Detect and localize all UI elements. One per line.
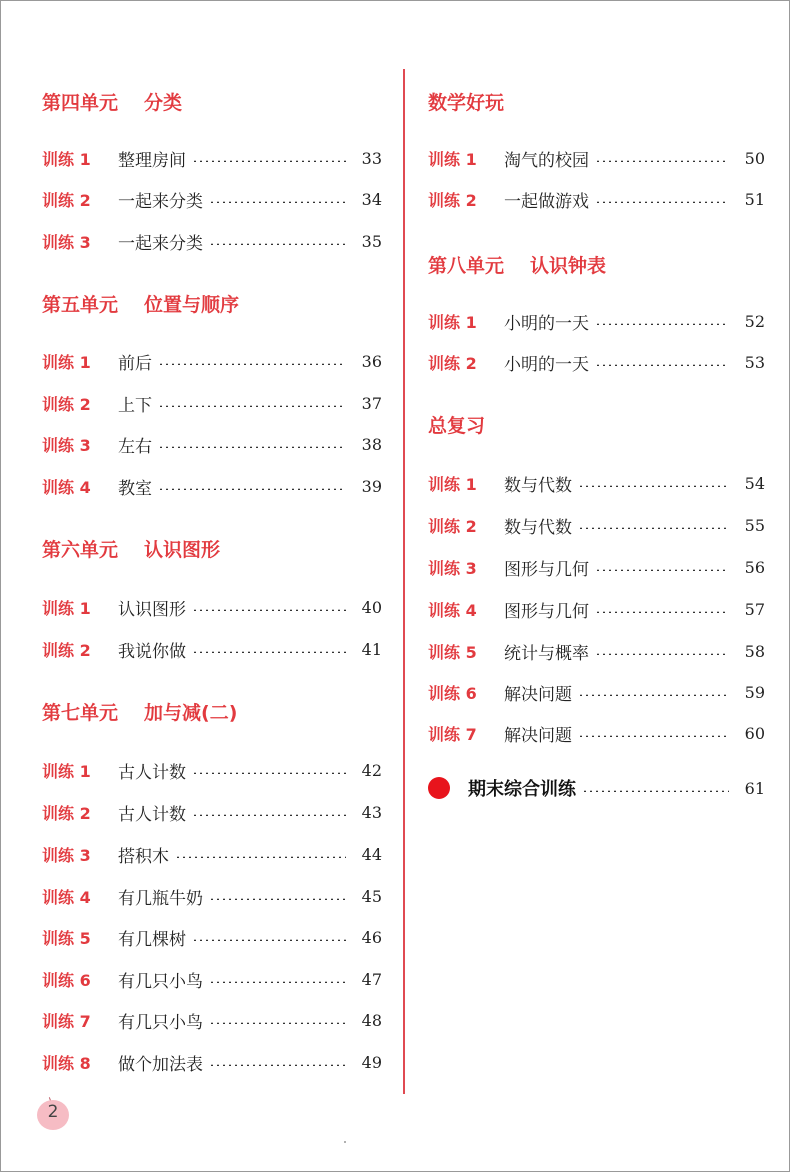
- unit-name: 总复习: [428, 415, 486, 437]
- leader-dots: [578, 527, 729, 529]
- training-label: 训练 7: [428, 724, 477, 744]
- entry-page-number: 51: [744, 189, 765, 209]
- entry-title: 上下: [118, 395, 152, 416]
- unit-heading: [428, 91, 504, 115]
- training-label: 训练 2: [42, 394, 91, 414]
- leader-dots: [192, 609, 346, 611]
- leader-dots: [578, 485, 729, 487]
- training-label: 训练 1: [42, 149, 91, 169]
- training-label: 训练 1: [428, 312, 477, 332]
- entry-title: 图形与几何: [504, 559, 589, 580]
- entry-title: 左右: [118, 436, 152, 457]
- leader-dots: [209, 201, 346, 203]
- toc-entry[interactable]: [42, 800, 382, 824]
- final-exam-page: 61: [744, 778, 765, 798]
- training-label: 训练 1: [428, 149, 477, 169]
- leader-dots: [595, 323, 729, 325]
- training-label: 训练 4: [428, 600, 477, 620]
- entry-title: 数与代数: [504, 475, 572, 496]
- entry-page-number: 56: [744, 557, 765, 577]
- entry-page-number: 46: [361, 927, 382, 947]
- entry-title: 有几只小鸟: [118, 1012, 203, 1033]
- leader-dots: [209, 898, 346, 900]
- entry-title: 认识图形: [118, 599, 186, 620]
- entry-page-number: 54: [744, 473, 765, 493]
- entry-title: 古人计数: [118, 804, 186, 825]
- toc-entry[interactable]: [428, 597, 765, 621]
- entry-title: 图形与几何: [504, 601, 589, 622]
- entry-title: 一起来分类: [118, 233, 203, 254]
- entry-page-number: 37: [361, 393, 382, 413]
- leader-dots: [192, 772, 346, 774]
- unit-topic: 加与减(二): [144, 702, 238, 724]
- page-number: 2: [47, 1102, 59, 1122]
- unit-heading: [42, 538, 220, 562]
- unit-name: 第八单元: [428, 255, 505, 277]
- entry-title: 教室: [118, 478, 152, 499]
- toc-entry[interactable]: [42, 349, 382, 373]
- leader-dots: [192, 160, 346, 162]
- leader-dots: [192, 939, 346, 941]
- entry-title: 有几瓶牛奶: [118, 888, 203, 909]
- entry-title: 我说你做: [118, 641, 186, 662]
- unit-name: 第五单元: [42, 294, 119, 316]
- entry-title: 解决问题: [504, 684, 572, 705]
- training-label: 训练 1: [42, 761, 91, 781]
- unit-name: 第六单元: [42, 539, 119, 561]
- training-label: 训练 2: [42, 190, 91, 210]
- leader-dots: [582, 790, 729, 792]
- training-label: 训练 4: [42, 477, 91, 497]
- toc-entry[interactable]: [42, 229, 382, 253]
- unit-topic: 位置与顺序: [144, 294, 240, 316]
- toc-entry[interactable]: [42, 187, 382, 211]
- training-label: 训练 2: [428, 516, 477, 536]
- entry-page-number: 43: [361, 802, 382, 822]
- toc-entry[interactable]: [428, 639, 765, 663]
- leader-dots: [192, 651, 346, 653]
- toc-entry[interactable]: [42, 391, 382, 415]
- entry-title: 解决问题: [504, 725, 572, 746]
- entry-page-number: 35: [361, 231, 382, 251]
- entry-page-number: 44: [361, 844, 382, 864]
- leader-dots: [595, 160, 729, 162]
- toc-entry[interactable]: [42, 758, 382, 782]
- training-label: 训练 8: [42, 1053, 91, 1073]
- entry-page-number: 41: [361, 639, 382, 659]
- leader-dots: [595, 364, 729, 366]
- toc-entry[interactable]: [428, 146, 765, 170]
- training-label: 训练 2: [428, 190, 477, 210]
- training-label: 训练 6: [428, 683, 477, 703]
- entry-title: 有几棵树: [118, 929, 186, 950]
- leader-dots: [158, 363, 346, 365]
- entry-title: 整理房间: [118, 150, 186, 171]
- toc-entry[interactable]: [42, 925, 382, 949]
- entry-page-number: 59: [744, 682, 765, 702]
- training-label: 训练 5: [428, 642, 477, 662]
- toc-entry[interactable]: [42, 637, 382, 661]
- toc-entry[interactable]: [42, 967, 382, 991]
- entry-title: 搭积木: [118, 846, 169, 867]
- entry-title: 前后: [118, 353, 152, 374]
- final-exam-row[interactable]: [428, 775, 765, 801]
- toc-entry[interactable]: [428, 555, 765, 579]
- training-label: 训练 1: [42, 598, 91, 618]
- entry-title: 一起来分类: [118, 191, 203, 212]
- toc-entry[interactable]: [428, 721, 765, 745]
- leader-dots: [578, 735, 729, 737]
- entry-page-number: 53: [744, 352, 765, 372]
- entry-page-number: 34: [361, 189, 382, 209]
- toc-entry[interactable]: [42, 1008, 382, 1032]
- entry-title: 数与代数: [504, 517, 572, 538]
- unit-name: 第七单元: [42, 702, 119, 724]
- leader-dots: [192, 814, 346, 816]
- entry-page-number: 50: [744, 148, 765, 168]
- toc-entry[interactable]: [428, 309, 765, 333]
- entry-page-number: 52: [744, 311, 765, 331]
- training-label: 训练 1: [428, 474, 477, 494]
- toc-entry[interactable]: [428, 513, 765, 537]
- entry-title: 一起做游戏: [504, 191, 589, 212]
- entry-page-number: 42: [361, 760, 382, 780]
- unit-topic: 分类: [144, 92, 183, 114]
- training-label: 训练 2: [428, 353, 477, 373]
- leader-dots: [158, 488, 346, 490]
- unit-heading: [42, 293, 239, 317]
- toc-entry[interactable]: [42, 432, 382, 456]
- training-label: 训练 3: [42, 435, 91, 455]
- training-label: 训练 1: [42, 352, 91, 372]
- red-dot-icon: [428, 777, 450, 799]
- entry-page-number: 60: [744, 723, 765, 743]
- entry-page-number: 48: [361, 1010, 382, 1030]
- entry-page-number: 33: [361, 148, 382, 168]
- entry-title: 古人计数: [118, 762, 186, 783]
- unit-name: 第四单元: [42, 92, 119, 114]
- entry-page-number: 45: [361, 886, 382, 906]
- toc-entry[interactable]: [428, 680, 765, 704]
- unit-topic: 认识图形: [144, 539, 221, 561]
- entry-page-number: 58: [744, 641, 765, 661]
- leader-dots: [209, 1022, 346, 1024]
- toc-entry[interactable]: [428, 471, 765, 495]
- entry-page-number: 49: [361, 1052, 382, 1072]
- training-label: 训练 3: [42, 845, 91, 865]
- training-label: 训练 7: [42, 1011, 91, 1031]
- leader-dots: [175, 856, 346, 858]
- unit-topic: 认识钟表: [530, 255, 607, 277]
- final-exam-title: 期末综合训练: [468, 779, 576, 800]
- entry-page-number: 57: [744, 599, 765, 619]
- toc-entry[interactable]: [428, 350, 765, 374]
- entry-title: 有几只小鸟: [118, 971, 203, 992]
- training-label: 训练 5: [42, 928, 91, 948]
- leader-dots: [595, 653, 729, 655]
- toc-entry[interactable]: [42, 146, 382, 170]
- training-label: 训练 3: [428, 558, 477, 578]
- toc-entry[interactable]: [42, 474, 382, 498]
- entry-page-number: 39: [361, 476, 382, 496]
- leader-dots: [209, 981, 346, 983]
- entry-page-number: 38: [361, 434, 382, 454]
- entry-title: 做个加法表: [118, 1054, 203, 1075]
- entry-title: 统计与概率: [504, 643, 589, 664]
- entry-page-number: 55: [744, 515, 765, 535]
- unit-name: 数学好玩: [428, 92, 505, 114]
- toc-entry[interactable]: [42, 842, 382, 866]
- unit-heading: [428, 254, 606, 278]
- training-label: 训练 6: [42, 970, 91, 990]
- entry-title: 小明的一天: [504, 354, 589, 375]
- entry-page-number: 40: [361, 597, 382, 617]
- leader-dots: [158, 446, 346, 448]
- page-number-badge: [37, 1096, 69, 1130]
- leader-dots: [209, 243, 346, 245]
- leader-dots: [578, 694, 729, 696]
- toc-entry[interactable]: [42, 884, 382, 908]
- training-label: 训练 4: [42, 887, 91, 907]
- unit-heading: [42, 91, 182, 115]
- leader-dots: [595, 201, 729, 203]
- leader-dots: [209, 1064, 346, 1066]
- entry-page-number: 47: [361, 969, 382, 989]
- leader-dots: [158, 405, 346, 407]
- unit-heading: [428, 414, 485, 438]
- toc-entry[interactable]: [42, 595, 382, 619]
- entry-title: 小明的一天: [504, 313, 589, 334]
- training-label: 训练 2: [42, 640, 91, 660]
- print-speck: [344, 1141, 346, 1143]
- toc-entry[interactable]: [42, 1050, 382, 1074]
- training-label: 训练 2: [42, 803, 91, 823]
- entry-page-number: 36: [361, 351, 382, 371]
- entry-title: 淘气的校园: [504, 150, 589, 171]
- column-divider: [403, 69, 405, 1094]
- unit-heading: [42, 701, 237, 725]
- leader-dots: [595, 569, 729, 571]
- training-label: 训练 3: [42, 232, 91, 252]
- leader-dots: [595, 611, 729, 613]
- toc-entry[interactable]: [428, 187, 765, 211]
